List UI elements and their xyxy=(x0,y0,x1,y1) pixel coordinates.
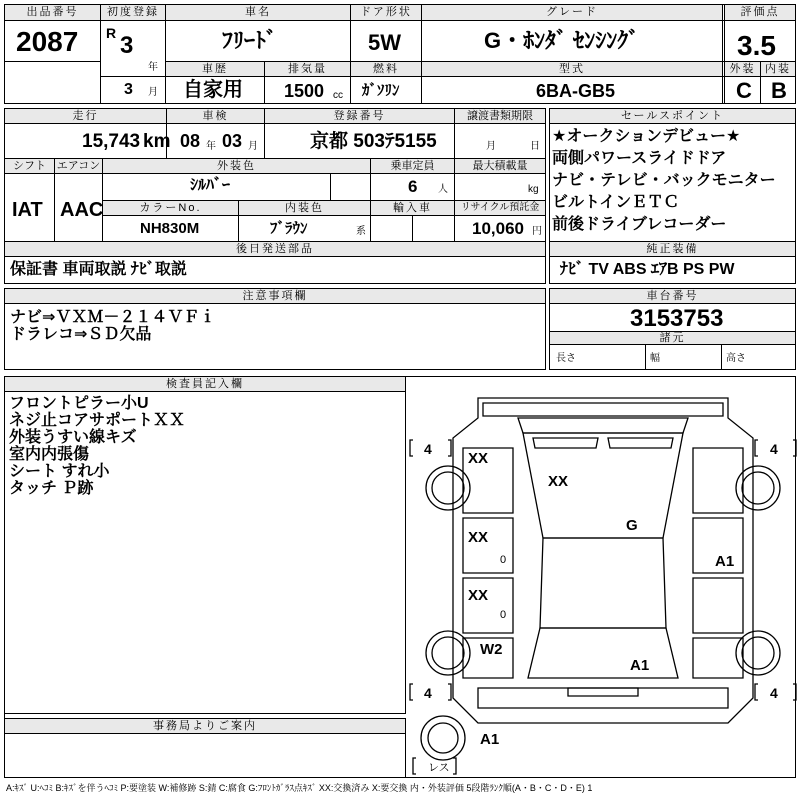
tire-rating: 4 xyxy=(770,441,778,457)
sales-points-list xyxy=(552,128,776,238)
transfer-label: 譲渡書類期限 xyxy=(455,109,545,123)
note-line: ドラレコ⇒ＳＤ欠品 xyxy=(10,326,152,343)
rear-bumper xyxy=(478,688,728,708)
int-color-value: ﾌﾞﾗｳﾝ xyxy=(270,220,308,237)
sales-points-label: セールスポイント xyxy=(550,109,795,123)
sales-point: ビルトインＥＴＣ xyxy=(552,194,680,211)
displacement-unit: cc xyxy=(333,90,343,101)
lot-number: 2087 xyxy=(16,26,79,57)
inspector-line: ネジ止コアサポートＸＸ xyxy=(9,412,186,429)
capacity-label: 乗車定員 xyxy=(371,159,454,173)
later-parts-label: 後日発送部品 xyxy=(5,242,545,256)
right-quarter xyxy=(693,638,743,678)
inspection-month: 03 xyxy=(222,131,243,151)
zero-mark: 0 xyxy=(500,609,507,621)
damage-mark: A1 xyxy=(480,731,500,748)
equipment-label: 純正装備 xyxy=(550,242,795,256)
vehicle-damage-diagram xyxy=(408,378,798,778)
right-front-fender xyxy=(693,448,743,513)
displacement-value: 1500 xyxy=(284,81,325,101)
inspector-line: 室内内張傷 xyxy=(9,446,90,463)
first-reg-year: 3 xyxy=(120,32,134,59)
chassis-number: 3153753 xyxy=(630,305,724,332)
door-label: ドア形状 xyxy=(351,5,421,20)
aircon-value: AAC xyxy=(60,199,104,221)
tire-rating: 4 xyxy=(424,685,432,701)
inspection-label: 車検 xyxy=(167,109,264,123)
damage-mark: XX xyxy=(468,529,489,546)
inspector-line: シート すれ小 xyxy=(9,463,110,480)
body-outline xyxy=(453,398,753,723)
model-value: 6BA-GB5 xyxy=(536,81,616,101)
spec-height-label: 高さ xyxy=(726,353,746,364)
displacement-label: 排気量 xyxy=(265,62,350,76)
car-name: ﾌﾘｰﾄﾞ xyxy=(222,28,278,53)
front-bumper xyxy=(483,403,723,416)
note-line: ナビ⇒ＶＸＭ－２１４ＶＦｉ xyxy=(10,309,216,326)
sales-point: 両側パワースライドドア xyxy=(552,150,727,167)
max-load-unit: kg xyxy=(528,184,539,195)
transfer-month-unit: 月 xyxy=(486,141,496,152)
first-reg-label: 初度登録 xyxy=(101,5,165,20)
model-label: 型式 xyxy=(422,62,722,76)
history-label: 車歴 xyxy=(166,62,264,76)
sales-point: 前後ドライブレコーダー xyxy=(552,216,727,233)
score-label: 評価点 xyxy=(725,5,795,20)
inspection-year-unit: 年 xyxy=(206,141,216,152)
transfer-day-unit: 日 xyxy=(530,141,540,152)
spec-width-label: 幅 xyxy=(650,353,660,364)
damage-mark: A1 xyxy=(630,657,650,674)
capacity-unit: 人 xyxy=(438,184,448,195)
inspector-line: フロントピラー小U xyxy=(9,395,149,412)
damage-mark: A1 xyxy=(715,553,735,570)
history-value: 自家用 xyxy=(183,79,243,101)
zero-mark: 0 xyxy=(500,554,507,566)
equipment-value: ﾅﾋﾞ TV ABS ｴｱB PS PW xyxy=(560,261,735,278)
tire-rating: 4 xyxy=(424,441,432,457)
reg-number-value: 京都 503ﾃ5155 xyxy=(310,131,437,152)
tire-rating: 4 xyxy=(770,685,778,701)
car-name-label: 車名 xyxy=(166,5,350,20)
int-color-label: 内装色 xyxy=(239,201,370,215)
first-reg-month-unit: 月 xyxy=(148,87,158,98)
roof xyxy=(540,538,666,628)
hood xyxy=(518,418,688,433)
exterior-grade-value: C xyxy=(736,78,752,103)
sales-point: ナビ・テレビ・バックモニター xyxy=(552,172,776,189)
mileage-unit: km xyxy=(143,131,171,152)
first-reg-month: 3 xyxy=(124,81,133,98)
first-reg-era: R xyxy=(106,25,117,41)
grade-label: グレード xyxy=(422,5,722,20)
interior-grade-label: 内装 xyxy=(761,62,795,76)
inspector-line: 外装うすい線キズ xyxy=(9,429,137,446)
chassis-label: 車台番号 xyxy=(550,289,795,303)
fuel-value: ｶﾞｿﾘﾝ xyxy=(362,82,400,99)
specs-label: 諸元 xyxy=(550,332,795,344)
spare-label: レス xyxy=(428,762,450,774)
ext-color-label: 外装色 xyxy=(103,159,370,173)
score-value: 3.5 xyxy=(737,30,776,61)
import-label: 輸入車 xyxy=(371,201,454,215)
capacity-value: 6 xyxy=(408,177,418,196)
inspection-month-unit: 月 xyxy=(248,141,258,152)
mileage-value: 15,743 xyxy=(82,131,141,152)
int-color-suffix: 系 xyxy=(356,226,366,237)
lot-label: 出品番号 xyxy=(5,5,100,20)
fuel-label: 燃料 xyxy=(351,62,421,76)
sales-point: ★オークションデビュー★ xyxy=(552,128,741,145)
legend-text: A:ｷｽﾞ U:ﾍｺﾐ B:ｷｽﾞを伴うﾍｺﾐ P:要塗装 W:補修跡 S:錆 C:腐食 G:ﾌﾛﾝﾄｶﾞﾗｽ点ｷｽﾞ XX:交換済み X:要交換 内・外装評価 5段階ﾗﾝｸ順(A・B・C・D・E) 1 xyxy=(6,783,593,793)
mileage-label: 走行 xyxy=(5,109,166,123)
damage-mark: XX xyxy=(548,473,569,490)
shift-label: シフト xyxy=(5,159,54,173)
right-rear-door xyxy=(693,578,743,633)
office-label: 事務局よりご案内 xyxy=(5,719,405,733)
spec-length-label: 長さ xyxy=(556,353,576,364)
recycle-value: 10,060 xyxy=(472,219,524,238)
damage-mark: XX xyxy=(468,450,489,467)
notes-label: 注意事項欄 xyxy=(5,289,545,303)
damage-mark: W2 xyxy=(480,641,503,658)
reg-no-label: 登録番号 xyxy=(265,109,454,123)
aircon-label: エアコン xyxy=(56,160,101,172)
first-reg-year-unit: 年 xyxy=(148,62,158,73)
windshield xyxy=(523,433,683,538)
damage-mark: XX xyxy=(468,587,489,604)
inspection-year: 08 xyxy=(180,131,201,151)
inspector-label: 検査員記入欄 xyxy=(5,377,405,391)
door-type: 5W xyxy=(368,30,401,55)
max-load-label: 最大積載量 xyxy=(455,159,545,173)
ext-color-value: ｼﾙﾊﾞｰ xyxy=(190,177,231,194)
later-parts-value: 保証書 車両取説 ﾅﾋﾞ取説 xyxy=(10,261,187,278)
inspector-line: タッチ Ｐ跡 xyxy=(9,480,94,497)
damage-mark: G xyxy=(626,517,638,534)
inspector-notes xyxy=(9,395,185,497)
color-no-value: NH830M xyxy=(140,220,200,237)
notes-list xyxy=(10,309,215,343)
shift-value: IAT xyxy=(12,199,43,221)
interior-grade-value: B xyxy=(771,78,787,103)
grade-value: G・ﾎﾝﾀﾞ ｾﾝｼﾝｸﾞ xyxy=(484,28,640,53)
exterior-grade-label: 外装 xyxy=(725,62,760,76)
color-no-label: カラーNo. xyxy=(103,201,238,215)
rear-glass xyxy=(528,628,678,678)
recycle-label: リサイクル預託金 xyxy=(455,201,545,215)
recycle-unit: 円 xyxy=(532,226,542,237)
